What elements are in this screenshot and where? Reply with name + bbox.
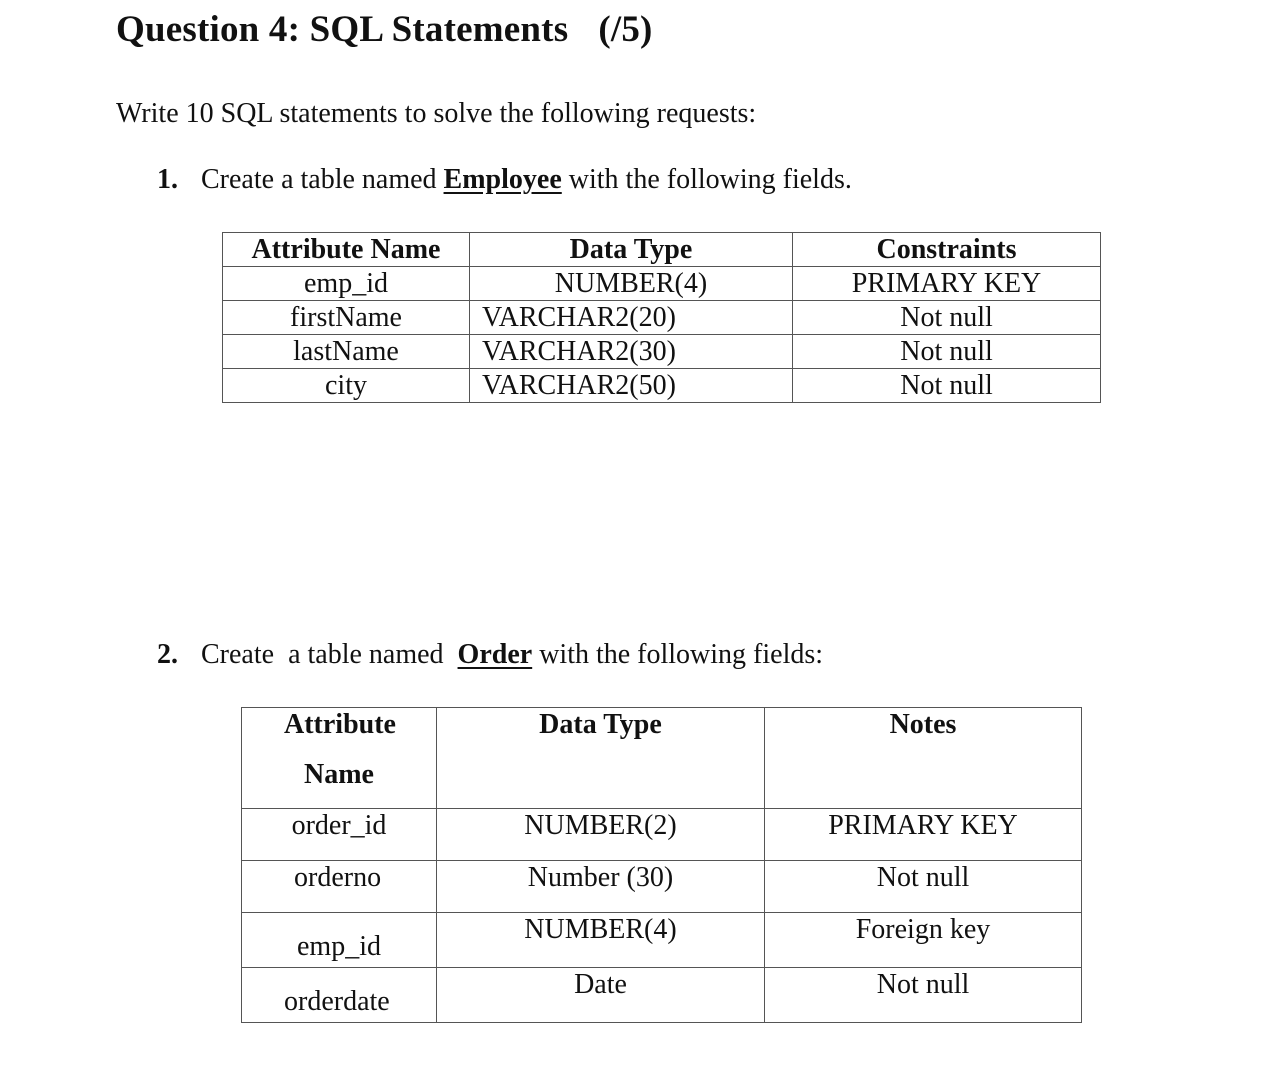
attribute-cell: city — [223, 369, 470, 403]
header-notes-cell — [765, 708, 1082, 809]
constraint-cell: PRIMARY KEY — [793, 267, 1101, 301]
attribute-cell: orderdate — [242, 968, 437, 1023]
table-row — [242, 861, 1082, 913]
data-type-cell: NUMBER(4) — [470, 267, 793, 301]
table-header-row — [242, 708, 1082, 809]
table-header-row — [223, 233, 1101, 267]
data-type-cell: VARCHAR2(20) — [470, 301, 793, 335]
data-type-cell: VARCHAR2(50) — [470, 369, 793, 403]
request-item-1-text-after: with the following fields. — [561, 164, 852, 195]
header-notes: Notes — [889, 709, 957, 740]
order-fields-table — [241, 707, 1082, 1023]
header-attribute-name: Attribute Name — [223, 233, 470, 267]
request-item-1 — [157, 164, 852, 196]
attribute-cell: order_id — [242, 809, 437, 861]
notes-cell: Foreign key — [765, 913, 1082, 968]
data-type-cell: VARCHAR2(30) — [470, 335, 793, 369]
question-title — [116, 8, 653, 51]
intro-text: Write 10 SQL statements to solve the following requests: — [116, 98, 757, 129]
attribute-cell: firstName — [223, 301, 470, 335]
request-item-1-table-name: Employee — [443, 164, 562, 195]
constraint-cell: Not null — [793, 301, 1101, 335]
employee-fields-table — [222, 232, 1101, 403]
request-item-2-text-after: with the following fields: — [532, 639, 824, 670]
attribute-cell: orderno — [242, 861, 437, 913]
header-constraints: Constraints — [793, 233, 1101, 267]
notes-cell: PRIMARY KEY — [765, 809, 1082, 861]
notes-cell: Not null — [765, 968, 1082, 1023]
request-item-2-number: 2. — [157, 639, 178, 670]
constraint-cell: Not null — [793, 335, 1101, 369]
header-attribute-name: Attribute Name — [284, 709, 396, 790]
table-row — [223, 369, 1101, 403]
table-row — [242, 809, 1082, 861]
header-data-type-cell — [437, 708, 765, 809]
request-item-2-table-name: Order — [457, 639, 533, 670]
data-type-cell: NUMBER(2) — [437, 809, 765, 861]
notes-cell: Not null — [765, 861, 1082, 913]
request-item-2 — [157, 639, 823, 671]
table-row — [242, 968, 1082, 1023]
attribute-cell: emp_id — [223, 267, 470, 301]
request-item-1-text-before: Create a table named — [201, 164, 444, 195]
request-item-2-text-before: Create a table named — [201, 639, 458, 670]
data-type-cell: Number (30) — [437, 861, 765, 913]
table-row — [242, 913, 1082, 968]
header-attribute-name-cell — [242, 708, 437, 809]
question-title-text: Question 4: SQL Statements — [116, 9, 569, 50]
table-row — [223, 335, 1101, 369]
table-row — [223, 267, 1101, 301]
data-type-cell: Date — [437, 968, 765, 1023]
attribute-cell: emp_id — [242, 913, 437, 968]
question-points: (/5) — [598, 9, 653, 50]
header-data-type: Data Type — [539, 709, 662, 740]
constraint-cell: Not null — [793, 369, 1101, 403]
table-row — [223, 301, 1101, 335]
attribute-cell: lastName — [223, 335, 470, 369]
data-type-cell: NUMBER(4) — [437, 913, 765, 968]
request-item-1-number: 1. — [157, 164, 178, 195]
header-data-type: Data Type — [470, 233, 793, 267]
